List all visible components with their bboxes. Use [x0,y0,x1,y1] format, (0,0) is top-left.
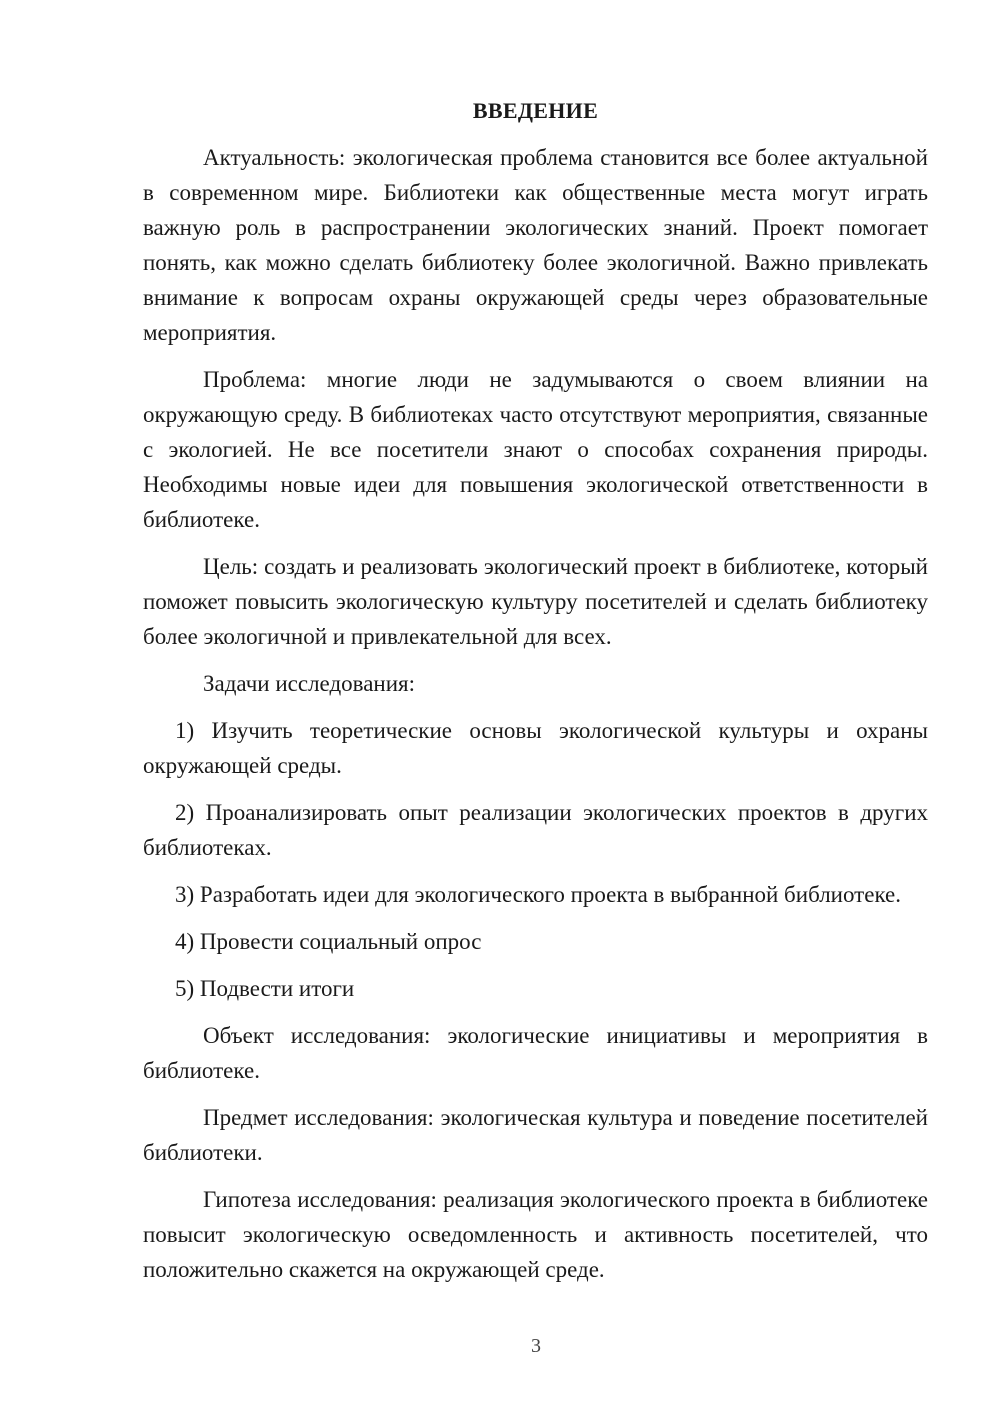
paragraph-goal: Цель: создать и реализовать экологический проект в библиотеке, который поможет повысить экологическую культуру посетителей и сделать библиотеку более экологичной и привлекательной для всех. [143,554,928,649]
paragraph-relevance: Актуальность: экологическая проблема становится все более актуальной в современном мире. Библиотеки как общественные места могут играть важную роль в распространении экологических знаний. Проект помогает понять, как можно сделать библиотеку более экологичной. Важно привлекать внимание к вопросам охраны окружающей среды через образовательные мероприятия. [143,145,928,345]
paragraph-hypothesis: Гипотеза исследования: реализация экологического проекта в библиотеке повысит экологическую осведомленность и активность посетителей, что положительно скажется на окружающей среде. [143,1187,928,1282]
paragraph-subject: Предмет исследования: экологическая культура и поведение посетителей библиотеки. [143,1105,928,1165]
tasks-heading: Задачи исследования: [203,671,416,696]
paragraph-object: Объект исследования: экологические инициативы и мероприятия в библиотеке. [143,1023,928,1083]
task-item-3: 3) Разработать идеи для экологического проекта в выбранной библиотеке. [175,882,902,907]
page-title: ВВЕДЕНИЕ [472,98,599,123]
page-number: 3 [531,1335,541,1357]
task-item-4: 4) Провести социальный опрос [175,929,482,954]
paragraph-problem: Проблема: многие люди не задумываются о своем влиянии на окружающую среду. В библиотеках часто отсутствуют мероприятия, связанные с экологией. Не все посетители знают о способах сохранения природы. Необходимы новые идеи для повышения экологической ответственности в библиотеке. [143,367,928,532]
task-item-2: 2) Проанализировать опыт реализации экологических проектов в других библиотеках. [143,800,928,860]
task-item-5: 5) Подвести итоги [175,976,355,1001]
document-body [143,96,928,1299]
task-item-1: 1) Изучить теоретические основы экологической культуры и охраны окружающей среды. [143,718,928,778]
